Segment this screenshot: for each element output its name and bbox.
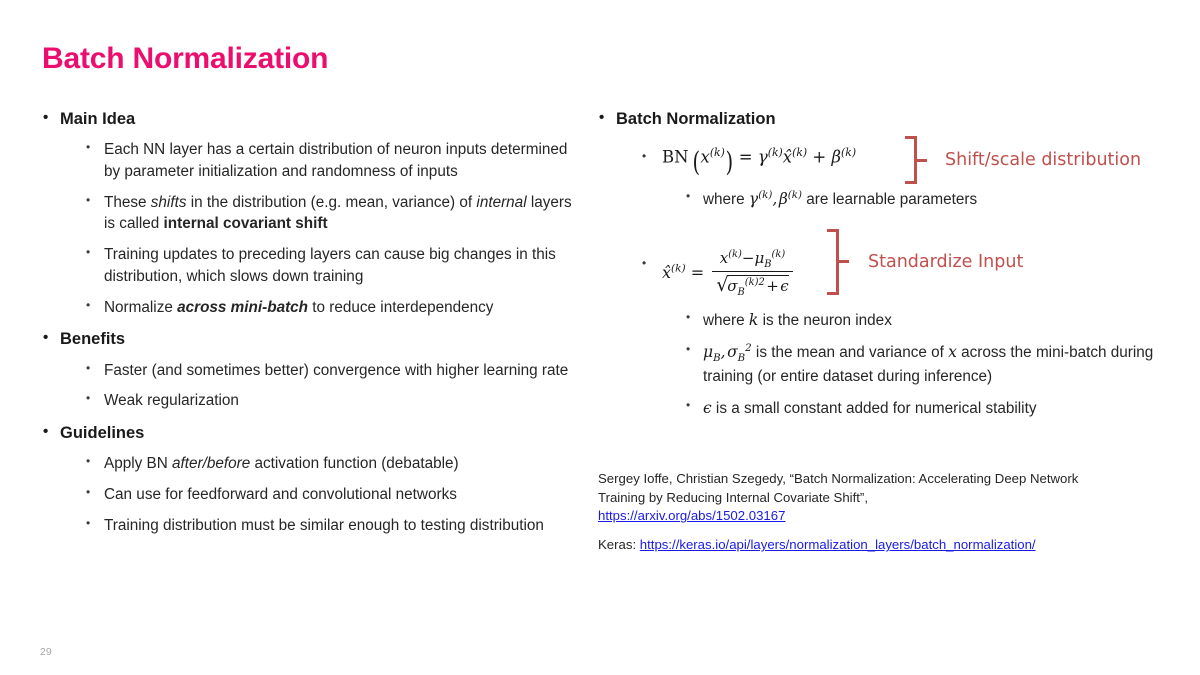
formula-2-brace-icon	[836, 229, 839, 295]
keras-label: Keras:	[598, 537, 640, 553]
formula-1-brace-icon	[914, 136, 917, 184]
note-text: where k is the neuron index	[703, 310, 892, 329]
formula-1-expression: BN $(x^{(k)})$ = $\gamma^{(k)}x̂^{(k)} + \beta^{(k)}$	[662, 146, 857, 178]
bullet-dot-icon: •	[686, 398, 691, 413]
formula-2-note-neuron-index	[684, 309, 1156, 332]
bullet-dot-icon: •	[86, 192, 91, 207]
bullet-dot-icon: •	[686, 189, 691, 204]
formula-1-note	[684, 188, 1156, 211]
list-item-text: Apply BN after/before activation function (debatable)	[104, 455, 459, 473]
list-item-text: Weak regularization	[104, 392, 239, 410]
note-text: ϵ is a small constant added for numerical stability	[703, 399, 1037, 418]
list-item-text: Each NN layer has a certain distribution of neuron inputs determined by parameter initialization and randomness of inputs	[104, 141, 568, 180]
list-item-text: These shifts in the distribution (e.g. mean, variance) of internal layers is called internal covariant shift	[104, 193, 572, 233]
list-item	[84, 484, 580, 506]
bullet-heading-benefits	[40, 328, 580, 350]
heading-text: Benefits	[60, 330, 126, 349]
formula-2-note-epsilon	[684, 397, 1156, 420]
bullet-dot-icon: •	[686, 341, 691, 356]
citation-block	[598, 470, 1118, 555]
list-item	[84, 390, 580, 412]
page-number: 29	[40, 646, 52, 658]
bullet-dot-icon: •	[86, 515, 91, 530]
list-item-text: Training distribution must be similar enough to testing distribution	[104, 516, 544, 534]
bullet-heading-main-idea	[40, 108, 580, 130]
bullet-heading-guidelines	[40, 422, 580, 444]
bullet-dot-icon: •	[86, 360, 91, 375]
formula-2-note-mean-variance	[684, 341, 1156, 388]
list-item-text: Faster (and sometimes better) convergence with higher learning rate	[104, 361, 569, 379]
bullet-dot-icon: •	[642, 149, 647, 164]
list-item	[84, 515, 580, 537]
bullet-dot-icon: •	[86, 245, 91, 260]
heading-text: Batch Normalization	[616, 110, 776, 128]
left-content-column	[40, 108, 580, 536]
bullet-dot-icon: •	[86, 391, 91, 406]
bullet-dot-icon: •	[43, 329, 49, 347]
bullet-dot-icon: •	[43, 423, 49, 440]
citation-line-2: Network Training by Reducing Internal Covariate Shift”,	[598, 471, 1079, 505]
citation-reference	[598, 470, 1118, 526]
formula-2-row	[640, 229, 1156, 303]
right-content-column	[596, 108, 1156, 420]
citation-keras	[598, 536, 1118, 555]
formula-1-annotation: Shift/scale distribution	[945, 150, 1142, 171]
bullet-dot-icon: •	[599, 109, 605, 126]
list-item-text: Normalize across mini-batch to reduce interdependency	[104, 298, 494, 316]
formula-2-expression: x̂$^{(k)}$ = $x^{(k)}-\mu_B^{(k)}$ √ $\sigma_B^{(k)2}$ + ϵ	[662, 249, 796, 298]
formula-1-note-text: where $\gamma^{(k)}$, $\beta^{(k)}$ are learnable parameters	[703, 190, 978, 209]
bullet-dot-icon: •	[86, 140, 91, 155]
list-item	[84, 244, 580, 287]
arxiv-link[interactable]: https://arxiv.org/abs/1502.03167	[598, 508, 786, 524]
citation-line-1: Sergey Ioffe, Christian Szegedy, “Batch Normalization: Accelerating Deep	[598, 471, 1027, 486]
list-item	[84, 453, 580, 475]
formula-2-annotation: Standardize Input	[868, 251, 1024, 272]
list-item	[84, 139, 580, 182]
bullet-dot-icon: •	[86, 297, 91, 312]
list-item	[84, 360, 580, 382]
formula-1-row	[640, 140, 1156, 180]
bullet-dot-icon: •	[642, 255, 647, 270]
bullet-dot-icon: •	[43, 109, 49, 126]
heading-text: Main Idea	[60, 110, 136, 128]
list-item	[84, 297, 580, 319]
heading-text: Guidelines	[60, 424, 145, 442]
list-item-text: Training updates to preceding layers can cause big changes in this distribution, which slows down training	[104, 246, 556, 285]
keras-docs-link[interactable]: https://keras.io/api/layers/normalization_layers/batch_normalization/	[639, 537, 1036, 553]
bullet-heading-batch-normalization	[596, 108, 1156, 130]
page-title: Batch Normalization	[42, 42, 329, 75]
bullet-dot-icon: •	[86, 454, 91, 469]
bullet-dot-icon: •	[686, 309, 691, 324]
list-item	[84, 192, 580, 235]
list-item-text: Can use for feedforward and convolutional networks	[104, 485, 457, 503]
bullet-dot-icon: •	[86, 484, 91, 499]
note-text: $\mu_B$, $\sigma_B^2$ is the mean and variance of x across the mini-batch during training (or entire dataset during inference)	[703, 342, 1154, 386]
